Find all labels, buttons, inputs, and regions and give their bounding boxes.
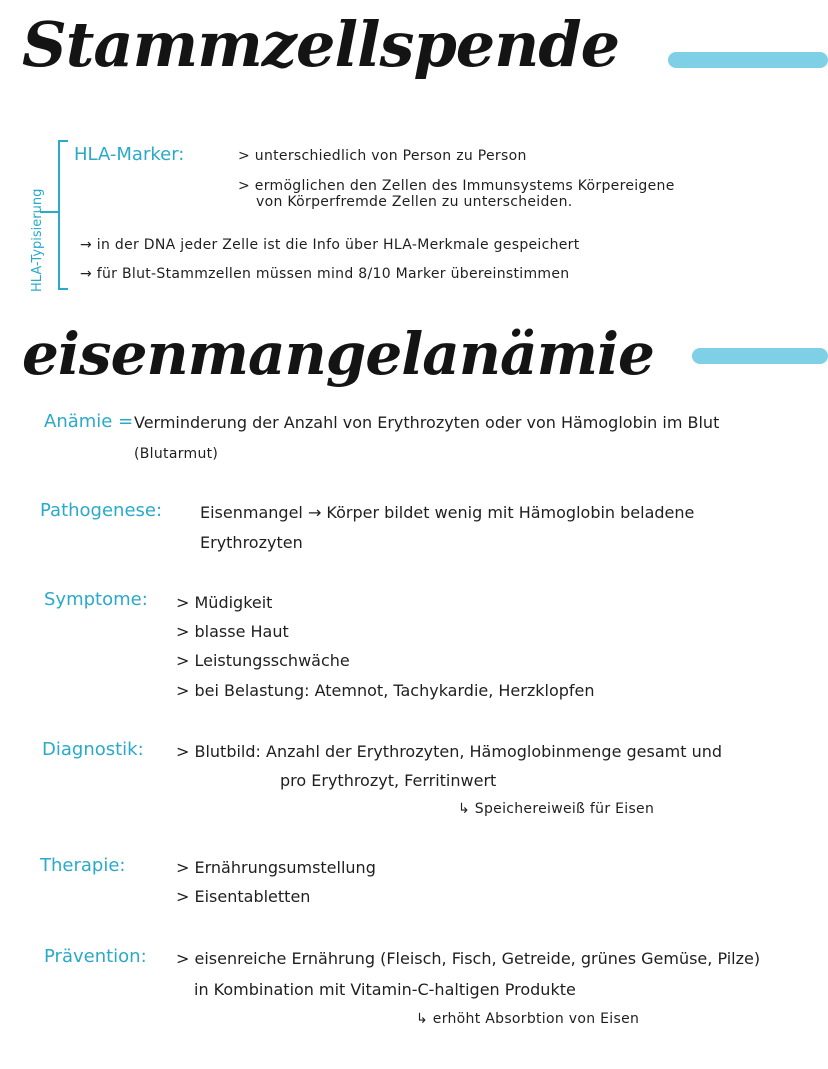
title-accent-bar: [668, 52, 828, 68]
diagnostik-line-2: pro Erythrozyt, Ferritinwert: [280, 771, 497, 790]
title-eisenmangelanaemie: eisenmangelanämie: [22, 320, 654, 388]
side-label-hla-typisierung: HLA-Typisierung: [30, 188, 45, 292]
therapie-item-1: > Ernährungsumstellung: [176, 858, 376, 877]
praevention-heading: Prävention:: [44, 946, 147, 967]
symptom-item-2: > blasse Haut: [176, 622, 289, 641]
anaemie-text: Verminderung der Anzahl von Erythrozyten oder von Hämoglobin im Blut: [134, 413, 720, 432]
praevention-line-3: ↳ erhöht Absorbtion von Eisen: [416, 1011, 640, 1027]
anaemie-heading: Anämie =: [44, 411, 134, 432]
symptom-item-4: > bei Belastung: Atemnot, Tachykardie, Herzklopfen: [176, 681, 595, 700]
bracket-bottom: [58, 288, 68, 290]
title-stammzellspende: Stammzellspende: [22, 8, 620, 81]
therapie-heading: Therapie:: [40, 855, 126, 876]
pathogenese-heading: Pathogenese:: [40, 500, 163, 521]
symptom-item-1: > Müdigkeit: [176, 593, 273, 612]
arrow-point-1: → in der DNA jeder Zelle ist die Info über HLA-Merkmale gespeichert: [80, 237, 580, 253]
praevention-line-2: in Kombination mit Vitamin-C-haltigen Produkte: [194, 980, 576, 999]
symptome-heading: Symptome:: [44, 589, 148, 610]
pathogenese-line-2: Erythrozyten: [200, 533, 303, 552]
arrow-point-2: → für Blut-Stammzellen müssen mind 8/10 Marker übereinstimmen: [80, 266, 570, 282]
praevention-line-1: > eisenreiche Ernährung (Fleisch, Fisch, Getreide, grünes Gemüse, Pilze): [176, 949, 761, 968]
marker-point-1: > unterschiedlich von Person zu Person: [238, 148, 527, 164]
title2-accent-bar: [692, 348, 828, 364]
diagnostik-line-1: > Blutbild: Anzahl der Erythrozyten, Hämoglobinmenge gesamt und: [176, 742, 723, 761]
symptom-item-3: > Leistungsschwäche: [176, 651, 350, 670]
diagnostik-heading: Diagnostik:: [42, 739, 144, 760]
bracket-top: [58, 140, 68, 142]
therapie-item-2: > Eisentabletten: [176, 887, 311, 906]
marker-point-2-cont: von Körperfremde Zellen zu unterscheiden.: [256, 194, 573, 210]
pathogenese-line-1: Eisenmangel → Körper bildet wenig mit Hämoglobin beladene: [200, 503, 695, 522]
marker-point-2: > ermöglichen den Zellen des Immunsystems Körpereigene: [238, 178, 675, 194]
hla-marker-heading: HLA-Marker:: [74, 144, 185, 165]
bracket-line: [58, 140, 60, 290]
diagnostik-line-3: ↳ Speichereiweiß für Eisen: [458, 801, 655, 817]
anaemie-sub: (Blutarmut): [134, 446, 219, 462]
